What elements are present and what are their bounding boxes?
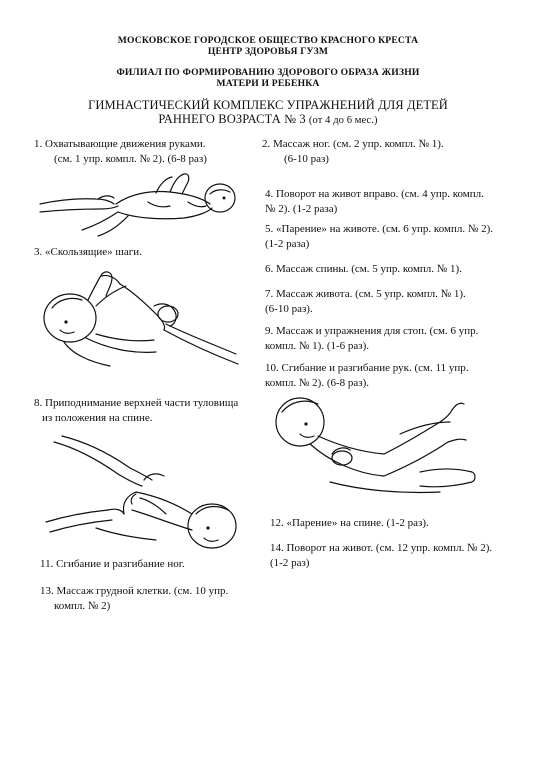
exercise-2: 2. Массаж ног. (см. 2 упр. компл. № 1). (6-10 раз) [262, 138, 444, 165]
page-title-age-group: РАННЕГО ВОЗРАСТА № 3 [158, 112, 306, 126]
exercise-13: 13. Массаж грудной клетки. (см. 10 упр. компл. № 2) [40, 585, 229, 612]
exercise-14: 14. Поворот на живот. (см. 12 упр. компл. № 2). (1-2 раз) [270, 542, 493, 569]
org-name: МОСКОВСКОЕ ГОРОДСКОЕ ОБЩЕСТВО КРАСНОГО КРЕСТА [117, 35, 419, 46]
page-title-line2 [0, 112, 536, 128]
exercise-11: 11. Сгибание и разгибание ног. [40, 558, 185, 570]
exercise-8: 8. Приподнимание верхней части туловища из положения на спине. [34, 397, 239, 424]
exercise-5: 5. «Парение» на животе. (см. 6 упр. компл. № 2). (1-2 раза) [265, 223, 493, 250]
exercise-10: 10. Сгибание и разгибание рук. (см. 11 упр. компл. № 2). (6-8 раз). [265, 362, 469, 389]
exercise-3: 3. «Скользящие» шаги. [34, 246, 142, 258]
org-center: ЦЕНТР ЗДОРОВЬЯ ГУЗМ [207, 46, 329, 57]
exercise-1: 1. Охватывающие движения руками. (см. 1 упр. компл. № 2). (6-8 раз) [34, 138, 207, 165]
branch-subtitle: МАТЕРИ И РЕБЕНКА [216, 78, 320, 89]
exercise-7: 7. Массаж живота. (см. 5 упр. компл. № 1). (6-10 раз). [265, 288, 466, 315]
illustration-sliding-steps [36, 262, 250, 382]
illustration-arm-movements [38, 168, 238, 240]
exercise-4: 4. Поворот на живот вправо. (см. 4 упр. компл. № 2). (1-2 раза) [265, 188, 484, 215]
illustration-lifting-torso [36, 434, 248, 552]
exercise-12: 12. «Парение» на спине. (1-2 раз). [270, 517, 429, 529]
exercise-6: 6. Массаж спины. (см. 5 упр. компл. № 1). [265, 263, 462, 275]
page-title: ГИМНАСТИЧЕСКИЙ КОМПЛЕКС УПРАЖНЕНИЙ ДЛЯ ДЕТЕЙ [88, 98, 448, 112]
page-title-age-range: (от 4 до 6 мес.) [308, 115, 378, 126]
illustration-soaring-on-back [270, 382, 480, 506]
exercise-9: 9. Массаж и упражнения для стоп. (см. 6 упр. компл. № 1). (1-6 раз). [265, 325, 479, 352]
branch-name: ФИЛИАЛ ПО ФОРМИРОВАНИЮ ЗДОРОВОГО ОБРАЗА ЖИЗНИ [116, 67, 420, 78]
